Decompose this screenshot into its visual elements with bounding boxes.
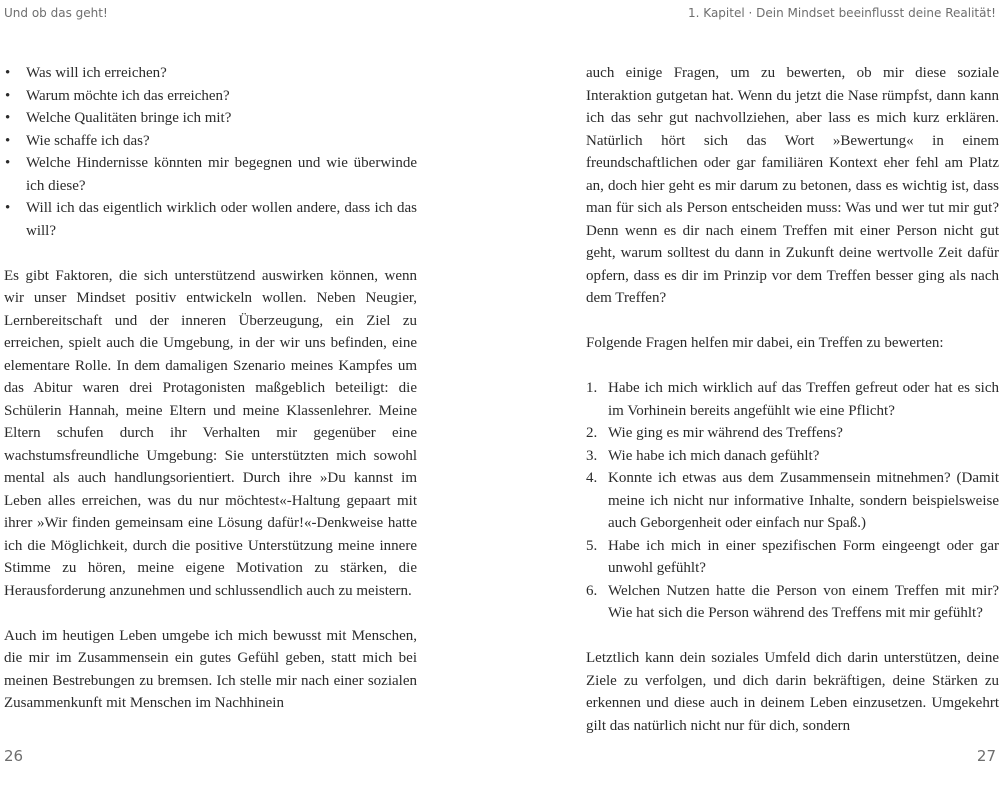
right-running-head: 1. Kapitel · Dein Mindset beeinflusst deine Realität! bbox=[688, 6, 996, 20]
numbered-item: 6. Welchen Nutzen hatte die Person von einem Treffen mit mir? Wie hat sich die Person während des Treffens mit mir gefühlt? bbox=[586, 582, 999, 621]
bullet-icon: • bbox=[5, 87, 11, 104]
body-paragraph: Auch im heutigen Leben umgebe ich mich bewusst mit Menschen, die mir im Zusammensein ein gutes Gefühl geben, statt mich bei meinen Bestrebungen zu bremsen. Ich stelle mir nach einer sozialen Zusammenkunft mit Menschen im Nachhinein bbox=[4, 627, 417, 711]
bullet-item: • Welche Qualitäten bringe ich mit? bbox=[4, 107, 417, 130]
evaluation-question-list bbox=[586, 377, 999, 625]
numbered-item: 3. Wie habe ich mich danach gefühlt? bbox=[586, 447, 820, 464]
bullet-icon: • bbox=[5, 155, 11, 171]
right-page bbox=[500, 0, 1000, 800]
numbered-item: 4. Konnte ich etwas aus dem Zusammensein mitnehmen? (Damit meine ich nicht nur informative Inhalte, sondern beispielsweise auch Geborgenheit oder einfach nur Spaß.) bbox=[586, 470, 999, 531]
left-running-head: Und ob das geht! bbox=[4, 6, 108, 20]
paragraph-gap bbox=[586, 310, 999, 333]
bullet-icon: • bbox=[5, 200, 11, 216]
left-text-block bbox=[4, 62, 417, 715]
numbered-item: 5. Habe ich mich in einer spezifischen Form eingeengt oder gar unwohl gefühlt? bbox=[586, 537, 999, 576]
bullet-item: • Warum möchte ich das erreichen? bbox=[4, 85, 417, 108]
right-text-block bbox=[586, 62, 999, 737]
numbered-item: 2. Wie ging es mir während des Treffens? bbox=[586, 425, 843, 441]
question-bullet-list bbox=[4, 62, 417, 242]
bullet-icon: • bbox=[5, 65, 11, 81]
body-paragraph: auch einige Fragen, um zu bewerten, ob mir diese soziale Interaktion gutgetan hat. Wenn du jetzt die Nase rümpfst, dann kann ich das sehr gut nachvollziehen, aber lass es mich kurz erklären. Natürlich hört sich das Wort »Bewertung« in einem freundschaftlichen oder gar familiären Kontext eher fehl am Platz an, doch hier geht es mir darum zu betonen, dass es wichtig ist, dass man für sich als Person entscheiden muss: Was und wer tut mir gut? Denn wenn es dir nach einem Treffen mit einer Person nicht gut geht, warum solltest du dann in Zukunft deine wertvolle Zeit dafür opfern, dass es dir im Prinzip vor dem Treffen besser ging als nach dem Treffen? bbox=[586, 65, 999, 306]
bullet-icon: • bbox=[5, 132, 11, 149]
bullet-icon: • bbox=[5, 110, 11, 126]
paragraph-gap bbox=[4, 602, 417, 625]
numbered-item: 1. Habe ich mich wirklich auf das Treffen gefreut oder hat es sich im Vorhinein bereits angefühlt wie eine Pflicht? bbox=[586, 380, 999, 419]
paragraph-gap bbox=[4, 242, 417, 265]
bullet-item: • Was will ich erreichen? bbox=[4, 62, 417, 85]
paragraph-gap bbox=[586, 625, 999, 648]
paragraph-gap bbox=[586, 355, 999, 378]
right-page-number: 27 bbox=[976, 747, 996, 765]
bullet-item: • Welche Hindernisse könnten mir begegnen und wie überwinde ich diese? bbox=[4, 152, 417, 197]
body-paragraph: Letztlich kann dein soziales Umfeld dich darin unterstützen, deine Ziele zu verfolgen, und dich darin bekräftigen, deine Stärken zu erkennen und diese auch in deinem Leben einzusetzen. Umgekehrt gilt das natürlich nicht nur für dich, sondern bbox=[586, 650, 999, 734]
bullet-item: • Wie schaffe ich das? bbox=[4, 130, 417, 153]
bullet-item: • Will ich das eigentlich wirklich oder wollen andere, dass ich das will? bbox=[4, 197, 417, 242]
body-paragraph: Folgende Fragen helfen mir dabei, ein Treffen zu bewerten: bbox=[586, 335, 944, 351]
left-page-number: 26 bbox=[4, 747, 24, 765]
body-paragraph: Es gibt Faktoren, die sich unterstützend auswirken können, wenn wir unser Mindset positiv entwickeln wollen. Neben Neugier, Lernbereitschaft und der inneren Überzeugung, ein Ziel zu erreichen, spielt auch die Umgebung, in der wir uns befinden, eine elementare Rolle. In dem damaligen Szenario meines Kampfes um das Abitur waren drei Protagonisten maßgeblich beteiligt: die Schülerin Hannah, meine Eltern und meine Klassenlehrer. Meine Eltern schufen durch ihr Verhalten mir gegenüber eine wachstumsfreundliche Umgebung: Sie unterstützten mich sowohl mental als auch handlungsorientiert. Durch ihre »Du kannst im Leben alles erreichen, was du nur möchtest«-Haltung gepaart mit ihrer »Wir finden gemeinsam eine Lösung dafür!«-Denkweise hatte ich die Möglichkeit, durch die positive Unterstützung meine innere Stimme zu hören, meine eigene Motivation zu stärken, die Herausforderung anzunehmen und schlussendlich auch zu meistern. bbox=[4, 267, 417, 599]
